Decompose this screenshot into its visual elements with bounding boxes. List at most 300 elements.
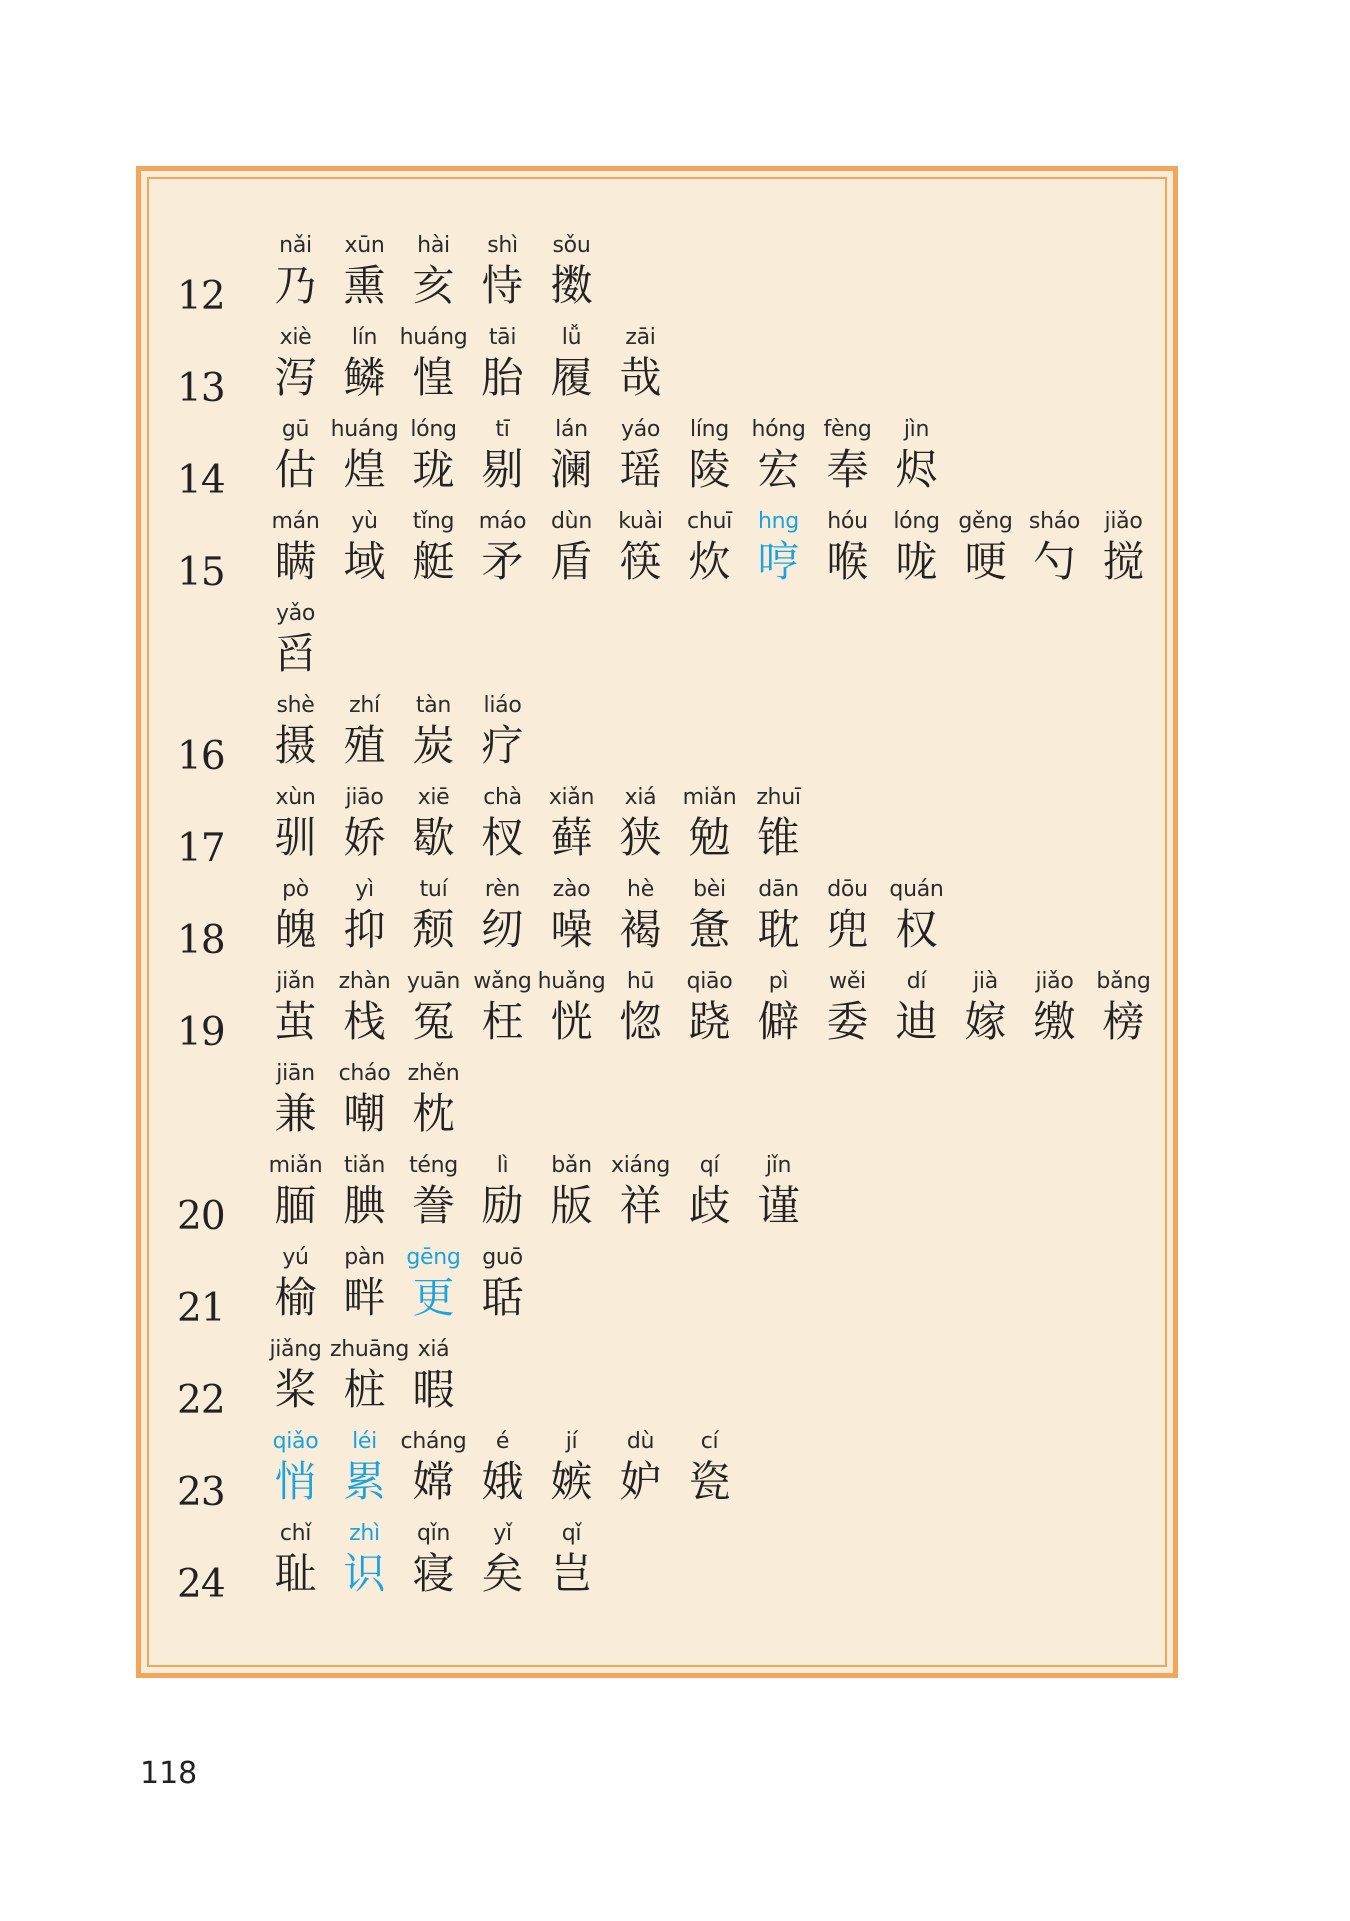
- hanzi: 恃: [481, 261, 524, 310]
- hanzi: 娥: [481, 1457, 524, 1506]
- pinyin: pàn: [344, 1245, 385, 1270]
- character-item: [261, 1151, 330, 1231]
- character-item: [261, 783, 330, 863]
- hanzi: 胎: [481, 353, 524, 402]
- hanzi: 嫁: [964, 997, 1007, 1046]
- pinyin: xiá: [417, 1337, 450, 1362]
- character-item: [330, 691, 399, 771]
- character-item: [468, 507, 537, 587]
- character-item: [606, 507, 675, 587]
- pinyin: zhěn: [407, 1061, 460, 1086]
- character-item: [813, 507, 882, 587]
- character-item: [606, 415, 675, 495]
- pinyin: yuān: [406, 969, 461, 994]
- pinyin: fèng: [823, 417, 872, 442]
- hanzi: 栈: [343, 997, 386, 1046]
- pinyin: tī: [495, 417, 510, 442]
- pinyin: yáo: [620, 417, 661, 442]
- character-row: [261, 783, 813, 871]
- pinyin: jiǎn: [276, 969, 315, 994]
- pinyin: qí: [699, 1153, 720, 1178]
- character-row: [261, 415, 951, 503]
- hanzi: 筷: [619, 537, 662, 586]
- hanzi: 谨: [757, 1181, 800, 1230]
- pinyin: hng: [758, 509, 799, 534]
- character-item: [606, 1427, 675, 1507]
- pinyin: jiǎo: [1035, 969, 1074, 994]
- hanzi: 摄: [274, 721, 317, 770]
- hanzi: 嫉: [550, 1457, 593, 1506]
- pinyin: wǎng: [473, 969, 532, 994]
- pinyin: dān: [758, 877, 799, 902]
- hanzi: 舀: [274, 629, 317, 678]
- character-item: [468, 323, 537, 403]
- character-item: [261, 231, 330, 311]
- character-row: [261, 1427, 744, 1515]
- character-item: [675, 875, 744, 955]
- pinyin: zhuāng: [330, 1337, 410, 1362]
- character-item: [537, 231, 606, 311]
- hanzi: 勺: [1033, 537, 1076, 586]
- pinyin: xiá: [624, 785, 657, 810]
- character-item: [399, 783, 468, 863]
- hanzi: 炊: [688, 537, 731, 586]
- character-item-highlighted: [330, 1427, 399, 1507]
- character-item: [675, 1151, 744, 1231]
- hanzi: 兼: [274, 1089, 317, 1138]
- hanzi: 版: [550, 1181, 593, 1230]
- pinyin: líng: [690, 417, 729, 442]
- hanzi: 熏: [343, 261, 386, 310]
- lesson-number: 21: [177, 1286, 225, 1331]
- pinyin: hài: [417, 233, 450, 258]
- hanzi: 陵: [688, 445, 731, 494]
- hanzi: 冤: [412, 997, 455, 1046]
- hanzi: 祥: [619, 1181, 662, 1230]
- pinyin: shè: [276, 693, 315, 718]
- pinyin: pò: [282, 877, 309, 902]
- character-row: [261, 599, 330, 687]
- character-item: [330, 1243, 399, 1323]
- pinyin: lóng: [410, 417, 457, 442]
- character-item: [537, 1427, 606, 1507]
- pinyin: lán: [555, 417, 588, 442]
- hanzi: 耽: [757, 905, 800, 954]
- character-item: [537, 783, 606, 863]
- lesson-number: 17: [177, 826, 225, 871]
- character-item: [399, 1059, 468, 1139]
- character-item: [1089, 507, 1158, 587]
- character-item: [399, 415, 468, 495]
- character-item: [261, 691, 330, 771]
- pinyin: zāi: [625, 325, 656, 350]
- pinyin: zhàn: [338, 969, 391, 994]
- hanzi: 纫: [481, 905, 524, 954]
- pinyin: sǒu: [552, 233, 591, 258]
- pinyin: jìn: [903, 417, 930, 442]
- hanzi: 艇: [412, 537, 455, 586]
- character-item: [399, 507, 468, 587]
- pinyin: bǎng: [1096, 969, 1151, 994]
- pinyin: gēng: [406, 1245, 461, 1270]
- character-row: [261, 875, 951, 963]
- hanzi: 履: [550, 353, 593, 402]
- hanzi: 委: [826, 997, 869, 1046]
- lesson-number: 24: [177, 1562, 225, 1607]
- hanzi: 珑: [412, 445, 455, 494]
- pinyin: máo: [478, 509, 527, 534]
- hanzi: 枕: [412, 1089, 455, 1138]
- pinyin: miǎn: [682, 785, 737, 810]
- pinyin: lóng: [893, 509, 940, 534]
- pinyin: tiǎn: [344, 1153, 385, 1178]
- hanzi: 腆: [343, 1181, 386, 1230]
- pinyin: hè: [627, 877, 654, 902]
- character-item: [744, 783, 813, 863]
- character-item: [330, 323, 399, 403]
- hanzi: 桩: [343, 1365, 386, 1414]
- pinyin: léi: [352, 1429, 377, 1454]
- character-item: [261, 1059, 330, 1139]
- character-item: [468, 1243, 537, 1323]
- pinyin: hóu: [827, 509, 868, 534]
- pinyin: lì: [496, 1153, 509, 1178]
- hanzi: 榜: [1102, 997, 1145, 1046]
- hanzi: 缴: [1033, 997, 1076, 1046]
- pinyin: jiāo: [345, 785, 384, 810]
- character-item-highlighted: [399, 1243, 468, 1323]
- lesson-number: 14: [177, 458, 225, 503]
- character-item: [330, 415, 399, 495]
- pinyin: dù: [626, 1429, 655, 1454]
- hanzi: 权: [895, 905, 938, 954]
- pinyin: huáng: [399, 325, 468, 350]
- character-item: [606, 783, 675, 863]
- character-row: [261, 1059, 468, 1147]
- character-item: [675, 967, 744, 1047]
- hanzi: 颓: [412, 905, 455, 954]
- character-item: [261, 323, 330, 403]
- character-item: [261, 507, 330, 587]
- pinyin: jǐn: [765, 1153, 792, 1178]
- pinyin: liáo: [483, 693, 522, 718]
- lesson-number: 19: [177, 1010, 225, 1055]
- hanzi: 亥: [412, 261, 455, 310]
- character-item: [744, 967, 813, 1047]
- hanzi: 锥: [757, 813, 800, 862]
- character-item: [468, 415, 537, 495]
- pinyin: yú: [282, 1245, 309, 1270]
- character-item: [330, 231, 399, 311]
- character-item: [951, 507, 1020, 587]
- hanzi: 勉: [688, 813, 731, 862]
- character-item: [261, 1519, 330, 1599]
- character-item: [261, 415, 330, 495]
- pinyin: lín: [351, 325, 378, 350]
- hanzi: 更: [412, 1273, 455, 1322]
- pinyin: jiǎng: [269, 1337, 322, 1362]
- character-item: [330, 1059, 399, 1139]
- character-item: [468, 1427, 537, 1507]
- character-item: [744, 415, 813, 495]
- pinyin: qǐn: [416, 1521, 451, 1546]
- lesson-number: 15: [177, 550, 225, 595]
- pinyin: chà: [483, 785, 522, 810]
- pinyin: tàn: [415, 693, 452, 718]
- character-item: [261, 967, 330, 1047]
- hanzi: 枉: [481, 997, 524, 1046]
- hanzi: 域: [343, 537, 386, 586]
- character-row: [261, 1243, 537, 1331]
- vocabulary-panel: [136, 166, 1178, 1678]
- hanzi: 恍: [550, 997, 593, 1046]
- pinyin: huáng: [330, 417, 399, 442]
- character-item: [330, 783, 399, 863]
- hanzi: 迪: [895, 997, 938, 1046]
- character-item: [399, 967, 468, 1047]
- hanzi: 歧: [688, 1181, 731, 1230]
- character-item: [468, 691, 537, 771]
- character-item: [744, 1151, 813, 1231]
- pinyin: hóng: [751, 417, 806, 442]
- character-item: [537, 1519, 606, 1599]
- hanzi: 擞: [550, 261, 593, 310]
- hanzi: 宏: [757, 445, 800, 494]
- character-item: [606, 967, 675, 1047]
- character-row: [261, 967, 1158, 1055]
- hanzi: 哉: [619, 353, 662, 402]
- pinyin: yì: [355, 877, 374, 902]
- pinyin: dí: [906, 969, 927, 994]
- pinyin: zào: [552, 877, 591, 902]
- character-item: [1089, 967, 1158, 1047]
- hanzi: 估: [274, 445, 317, 494]
- pinyin: huǎng: [537, 969, 606, 994]
- character-item: [744, 875, 813, 955]
- character-item: [537, 967, 606, 1047]
- character-item: [330, 1151, 399, 1231]
- hanzi: 喉: [826, 537, 869, 586]
- character-item: [537, 415, 606, 495]
- character-item: [675, 415, 744, 495]
- pinyin: zhuī: [756, 785, 801, 810]
- hanzi: 驯: [274, 813, 317, 862]
- pinyin: xiè: [279, 325, 312, 350]
- pinyin: miǎn: [268, 1153, 323, 1178]
- pinyin: gěng: [958, 509, 1013, 534]
- hanzi: 畔: [343, 1273, 386, 1322]
- hanzi: 褐: [619, 905, 662, 954]
- pinyin: xiáng: [610, 1153, 671, 1178]
- pinyin: yǎo: [275, 601, 316, 626]
- character-item: [537, 323, 606, 403]
- hanzi: 噪: [550, 905, 593, 954]
- hanzi: 矣: [481, 1549, 524, 1598]
- character-item: [813, 415, 882, 495]
- lesson-number: 16: [177, 734, 225, 779]
- pinyin: wěi: [829, 969, 866, 994]
- pinyin: xūn: [344, 233, 385, 258]
- hanzi: 寝: [412, 1549, 455, 1598]
- character-row: [261, 1335, 468, 1423]
- hanzi: 岂: [550, 1549, 593, 1598]
- pinyin: bǎn: [551, 1153, 592, 1178]
- hanzi: 杈: [481, 813, 524, 862]
- hanzi: 茧: [274, 997, 317, 1046]
- hanzi: 泻: [274, 353, 317, 402]
- hanzi: 惚: [619, 997, 662, 1046]
- hanzi: 桨: [274, 1365, 317, 1414]
- pinyin: lǚ: [561, 325, 582, 350]
- hanzi: 奉: [826, 445, 869, 494]
- pinyin: tǐng: [412, 509, 455, 534]
- character-row: [261, 323, 675, 411]
- lesson-number: 18: [177, 918, 225, 963]
- pinyin: cí: [700, 1429, 719, 1454]
- character-item: [1020, 967, 1089, 1047]
- hanzi: 魄: [274, 905, 317, 954]
- character-row: [261, 231, 606, 319]
- pinyin: dùn: [551, 509, 592, 534]
- hanzi: 僻: [757, 997, 800, 1046]
- hanzi: 励: [481, 1181, 524, 1230]
- hanzi: 疗: [481, 721, 524, 770]
- character-item: [606, 1151, 675, 1231]
- pinyin: bèi: [693, 877, 726, 902]
- character-item-highlighted: [261, 1427, 330, 1507]
- character-item: [675, 783, 744, 863]
- character-item: [882, 967, 951, 1047]
- hanzi: 嫦: [412, 1457, 455, 1506]
- hanzi: 哼: [757, 537, 800, 586]
- character-item: [882, 875, 951, 955]
- character-item-highlighted: [744, 507, 813, 587]
- hanzi: 娇: [343, 813, 386, 862]
- hanzi: 矛: [481, 537, 524, 586]
- character-item: [468, 967, 537, 1047]
- lesson-number: 22: [177, 1378, 225, 1423]
- pinyin: qǐ: [561, 1521, 582, 1546]
- hanzi: 殖: [343, 721, 386, 770]
- pinyin: kuài: [618, 509, 663, 534]
- hanzi: 识: [343, 1549, 386, 1598]
- character-item: [606, 323, 675, 403]
- hanzi: 煌: [343, 445, 386, 494]
- pinyin: quán: [889, 877, 944, 902]
- hanzi: 惶: [412, 353, 455, 402]
- hanzi: 誊: [412, 1181, 455, 1230]
- pinyin: rèn: [484, 877, 521, 902]
- character-item: [468, 1519, 537, 1599]
- hanzi: 澜: [550, 445, 593, 494]
- hanzi: 抑: [343, 905, 386, 954]
- pinyin: téng: [409, 1153, 458, 1178]
- hanzi: 咙: [895, 537, 938, 586]
- hanzi: 哽: [964, 537, 1007, 586]
- pinyin: jià: [973, 969, 998, 994]
- pinyin: xùn: [275, 785, 316, 810]
- character-row: [261, 1519, 606, 1607]
- hanzi: 炭: [412, 721, 455, 770]
- character-item: [261, 1335, 330, 1415]
- hanzi: 鳞: [343, 353, 386, 402]
- hanzi: 剔: [481, 445, 524, 494]
- hanzi: 暇: [412, 1365, 455, 1414]
- pinyin: chuī: [687, 509, 732, 534]
- character-item: [468, 875, 537, 955]
- character-item: [468, 231, 537, 311]
- hanzi: 聒: [481, 1273, 524, 1322]
- pinyin: shì: [487, 233, 518, 258]
- character-item: [261, 599, 330, 679]
- hanzi: 瞒: [274, 537, 317, 586]
- pinyin: nǎi: [279, 233, 312, 258]
- character-item: [399, 1427, 468, 1507]
- hanzi: 瑶: [619, 445, 662, 494]
- lesson-number: 23: [177, 1470, 225, 1515]
- hanzi: 嘲: [343, 1089, 386, 1138]
- hanzi: 悄: [274, 1457, 317, 1506]
- hanzi: 耻: [274, 1549, 317, 1598]
- pinyin: yǐ: [493, 1521, 512, 1546]
- character-item: [537, 1151, 606, 1231]
- hanzi: 惫: [688, 905, 731, 954]
- hanzi: 兜: [826, 905, 869, 954]
- pinyin: jí: [565, 1429, 578, 1454]
- character-item: [330, 967, 399, 1047]
- character-item: [882, 507, 951, 587]
- pinyin: cháo: [338, 1061, 391, 1086]
- character-item: [261, 1243, 330, 1323]
- hanzi: 腼: [274, 1181, 317, 1230]
- character-item-highlighted: [330, 1519, 399, 1599]
- hanzi: 累: [343, 1457, 386, 1506]
- pinyin: xiǎn: [548, 785, 595, 810]
- hanzi: 瓷: [688, 1457, 731, 1506]
- character-item: [537, 507, 606, 587]
- pinyin: tuí: [419, 877, 448, 902]
- lesson-number: 13: [177, 366, 225, 411]
- character-item: [882, 415, 951, 495]
- pinyin: hū: [626, 969, 655, 994]
- character-row: [261, 507, 1158, 595]
- lesson-number: 12: [177, 274, 225, 319]
- character-item: [606, 875, 675, 955]
- character-item: [468, 1151, 537, 1231]
- pinyin: cháng: [400, 1429, 467, 1454]
- character-item: [399, 323, 468, 403]
- pinyin: é: [495, 1429, 510, 1454]
- character-item: [330, 507, 399, 587]
- pinyin: xiē: [417, 785, 450, 810]
- character-item: [399, 875, 468, 955]
- pinyin: tāi: [488, 325, 517, 350]
- character-item: [468, 783, 537, 863]
- pinyin: jiān: [276, 1061, 315, 1086]
- character-item: [399, 231, 468, 311]
- hanzi: 烬: [895, 445, 938, 494]
- character-item: [675, 1427, 744, 1507]
- hanzi: 搅: [1102, 537, 1145, 586]
- pinyin: zhí: [349, 693, 380, 718]
- pinyin: dōu: [827, 877, 868, 902]
- hanzi: 榆: [274, 1273, 317, 1322]
- character-item: [951, 967, 1020, 1047]
- character-row: [261, 1151, 813, 1239]
- character-item: [813, 967, 882, 1047]
- pinyin: zhì: [349, 1521, 380, 1546]
- pinyin: mán: [271, 509, 320, 534]
